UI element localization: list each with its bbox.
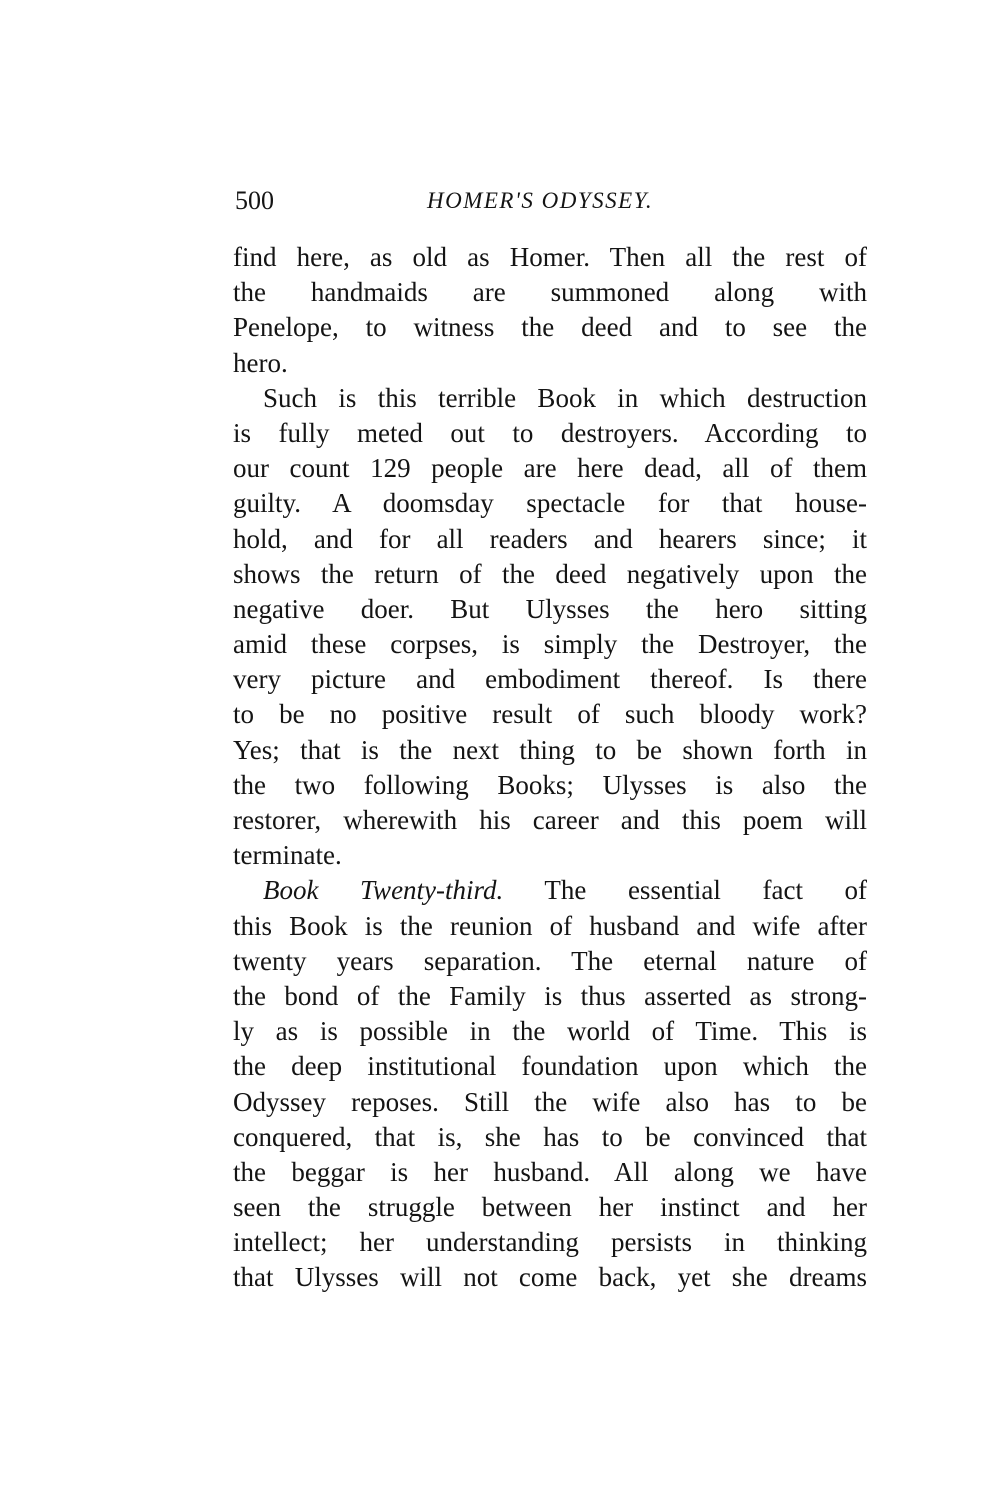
text-line: conquered, that is, she has to be convinced that (233, 1121, 867, 1152)
text-line: guilty. A doomsday spectacle for that house- (233, 488, 867, 519)
text-line: find here, as old as Homer. Then all the rest of (233, 242, 867, 272)
text-line: the deep institutional foundation upon which the (233, 1051, 867, 1082)
text-line: Such is this terrible Book in which destruction (263, 382, 867, 413)
text-line: Penelope, to witness the deed and to see the (233, 312, 867, 343)
text-line: our count 129 people are here dead, all of them (233, 453, 867, 484)
page-number: 500 (235, 186, 274, 215)
text-line: hero. (233, 347, 288, 378)
body-text (233, 240, 867, 1296)
text-line: very picture and embodiment thereof. Is there (233, 664, 867, 695)
text-line: is fully meted out to destroyers. According to (233, 417, 867, 448)
text-line: to be no positive result of such bloody work? (233, 699, 867, 730)
text-line: this Book is the reunion of husband and wife after (233, 910, 867, 941)
book-heading: Book Twenty-third. (263, 875, 504, 906)
text-line: seen the struggle between her instinct and her (233, 1192, 867, 1223)
text-line: the beggar is her husband. All along we have (233, 1156, 867, 1187)
text-line: intellect; her understanding persists in thinking (233, 1227, 867, 1258)
paragraph-3 (233, 873, 867, 1295)
running-title: HOMER'S ODYSSEY. (427, 188, 654, 213)
text-line: amid these corpses, is simply the Destroyer, the (233, 629, 867, 660)
text-line: the two following Books; Ulysses is also the (233, 769, 867, 800)
text-line: restorer, wherewith his career and this poem will (233, 805, 867, 835)
text-line: negative doer. But Ulysses the hero sitting (233, 593, 867, 624)
text-line: the bond of the Family is thus asserted as strong- (233, 980, 867, 1011)
text-line: hold, and for all readers and hearers since; it (233, 523, 867, 554)
running-head (235, 186, 867, 222)
text-line-rest: The essential fact of (544, 875, 868, 906)
text-line: the handmaids are summoned along with (233, 277, 867, 308)
text-line: Yes; that is the next thing to be shown forth in (233, 734, 867, 765)
text-line: shows the return of the deed negatively upon the (233, 558, 867, 589)
text-line (233, 873, 867, 908)
text-line: that Ulysses will not come back, yet she dreams (233, 1262, 867, 1293)
text-line: terminate. (233, 840, 342, 871)
paragraph-1 (233, 240, 867, 381)
text-line: Odyssey reposes. Still the wife also has to be (233, 1086, 867, 1117)
paragraph-2 (233, 381, 867, 874)
text-line: ly as is possible in the world of Time. This is (233, 1016, 867, 1047)
text-line: twenty years separation. The eternal nature of (233, 945, 867, 976)
